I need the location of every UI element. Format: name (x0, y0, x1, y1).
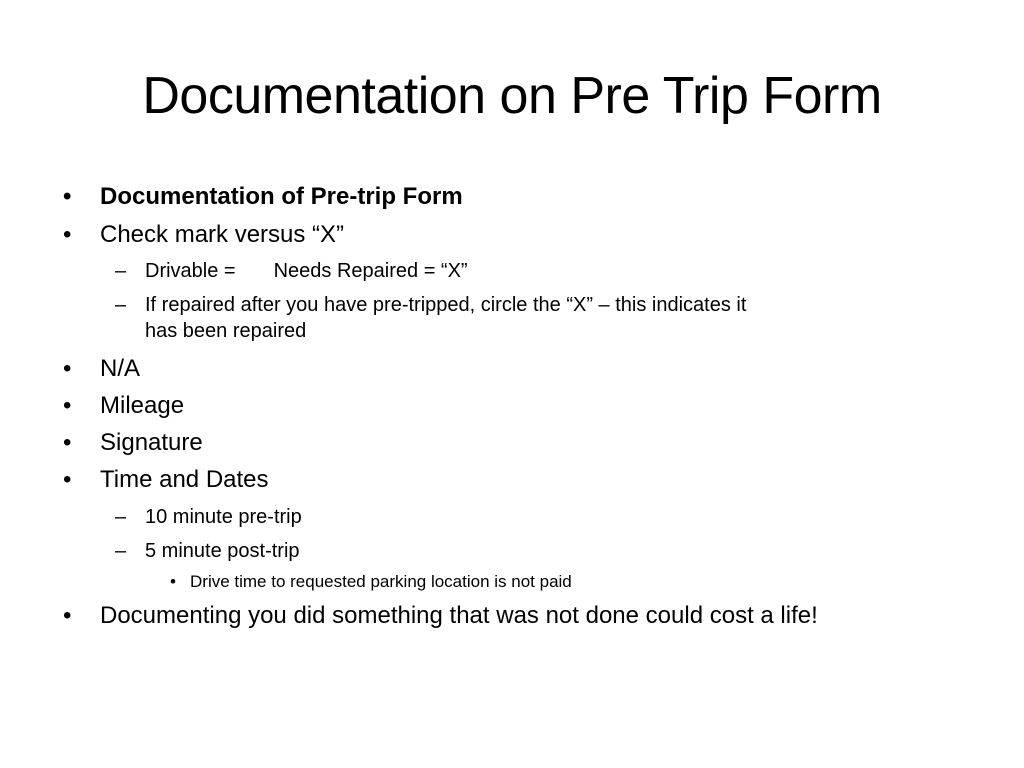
bullet-marker: • (63, 392, 72, 419)
bullet-text: Time and Dates (100, 466, 269, 493)
sub-bullet-ten-minute (115, 504, 302, 530)
bullet-marker: • (63, 466, 72, 493)
bullet-marker: • (63, 355, 72, 382)
bullet-text: Documenting you did something that was not done could cost a life! (100, 602, 818, 629)
dash-marker: – (115, 506, 127, 528)
slide-title: Documentation on Pre Trip Form (142, 67, 882, 125)
bullet-mileage (63, 391, 185, 421)
bullet-signature (63, 428, 203, 458)
needs-repaired-text: Needs Repaired = “X” (273, 260, 468, 282)
sub-sub-bullet-text: Drive time to requested parking location is not paid (190, 572, 572, 591)
sub-bullet-text: 5 minute post-trip (145, 540, 300, 562)
sub-bullet-drivable (115, 258, 468, 284)
dash-marker: – (115, 540, 127, 562)
bullet-text: N/A (100, 355, 141, 382)
bullet-check-mark (63, 220, 345, 250)
bullet-text: Documentation of Pre-trip Form (100, 183, 463, 210)
drivable-text: Drivable = (145, 260, 236, 282)
sub-bullet-text: 10 minute pre-trip (145, 506, 302, 528)
bullet-text: Check mark versus “X” (100, 221, 345, 248)
sub-bullet-text-line1: If repaired after you have pre-tripped, circle the “X” – this indicates it (145, 294, 747, 316)
bullet-text: Signature (100, 429, 203, 456)
bullet-text: Mileage (100, 392, 185, 419)
bullet-marker: • (63, 183, 72, 210)
sub-bullet-text-line2: has been repaired (145, 320, 307, 342)
sub-bullet-five-minute (115, 538, 300, 564)
dash-marker: – (115, 294, 127, 316)
bullet-time-and-dates (63, 465, 269, 495)
bullet-marker: • (63, 429, 72, 456)
sub-sub-bullet-drive-time (170, 571, 572, 593)
bullet-marker: • (170, 572, 176, 591)
dash-marker: – (115, 260, 127, 282)
bullet-documentation-of-form (63, 182, 463, 212)
bullet-marker: • (63, 221, 72, 248)
bullet-na (63, 354, 141, 384)
sub-bullet-circle-x (115, 292, 747, 344)
bullet-marker: • (63, 602, 72, 629)
bullet-documenting-warning (63, 601, 818, 631)
